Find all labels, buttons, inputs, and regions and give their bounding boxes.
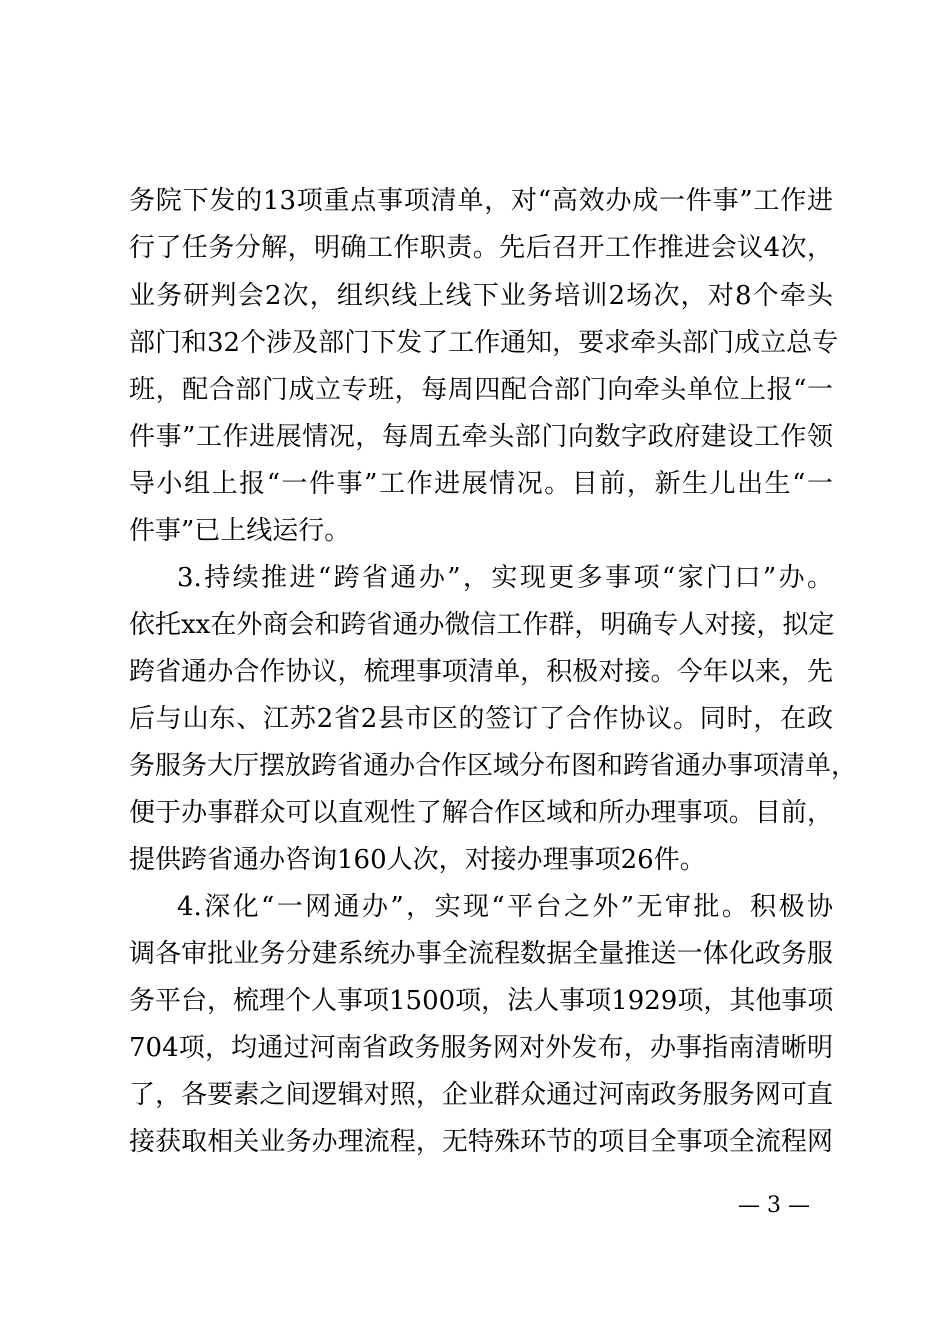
body-line: 了，各要素之间逻辑对照，企业群众通过河南政务服务网可直: [129, 1080, 833, 1110]
body-line: 后与山东、江苏2省2县市区的签订了合作协议。同时，在政: [129, 704, 833, 734]
page-number: — 3 —: [738, 1193, 810, 1218]
body-line: 行了任务分解，明确工作职责。先后召开工作推进会议4次，: [129, 233, 833, 263]
body-line: 件事”工作进展情况，每周五牵头部门向数字政府建设工作领: [129, 422, 833, 452]
body-line: 班，配合部门成立专班，每周四配合部门向牵头单位上报“一: [129, 375, 833, 405]
body-line: 跨省通办合作协议，梳理事项清单，积极对接。今年以来，先: [129, 657, 833, 687]
body-line: 务院下发的13项重点事项清单，对“高效办成一件事”工作进: [129, 186, 833, 216]
section-heading: 4.深化“一网通办”，实现“平台之外”无审批。积极协: [177, 892, 833, 922]
body-line: 务平台，梳理个人事项1500项，法人事项1929项，其他事项: [129, 986, 834, 1016]
body-line: 导小组上报“一件事”工作进展情况。目前，新生儿出生“一: [129, 469, 833, 499]
body-line: 接获取相关业务办理流程，无特殊环节的项目全事项全流程网: [129, 1127, 833, 1157]
body-line: 704项，均通过河南省政务服务网对外发布，办事指南清晰明: [129, 1033, 833, 1063]
body-line: 件事”已上线运行。: [129, 516, 351, 546]
body-line: 便于办事群众可以直观性了解合作区域和所办理事项。目前，: [129, 798, 833, 828]
body-line: 业务研判会2次，组织线上线下业务培训2场次，对8个牵头: [129, 281, 833, 311]
section-heading: 3.持续推进“跨省通办”，实现更多事项“家门口”办。: [177, 563, 833, 593]
body-line: 调各审批业务分建系统办事全流程数据全量推送一体化政务服: [129, 939, 833, 969]
body-line: 依托xx在外商会和跨省通办微信工作群，明确专人对接，拟定: [129, 610, 835, 640]
body-line: 务服务大厅摆放跨省通办合作区域分布图和跨省通办事项清单，: [129, 751, 858, 781]
body-line: 提供跨省通办咨询160人次，对接办理事项26件。: [129, 845, 706, 875]
body-line: 部门和32个涉及部门下发了工作通知，要求牵头部门成立总专: [129, 328, 839, 358]
